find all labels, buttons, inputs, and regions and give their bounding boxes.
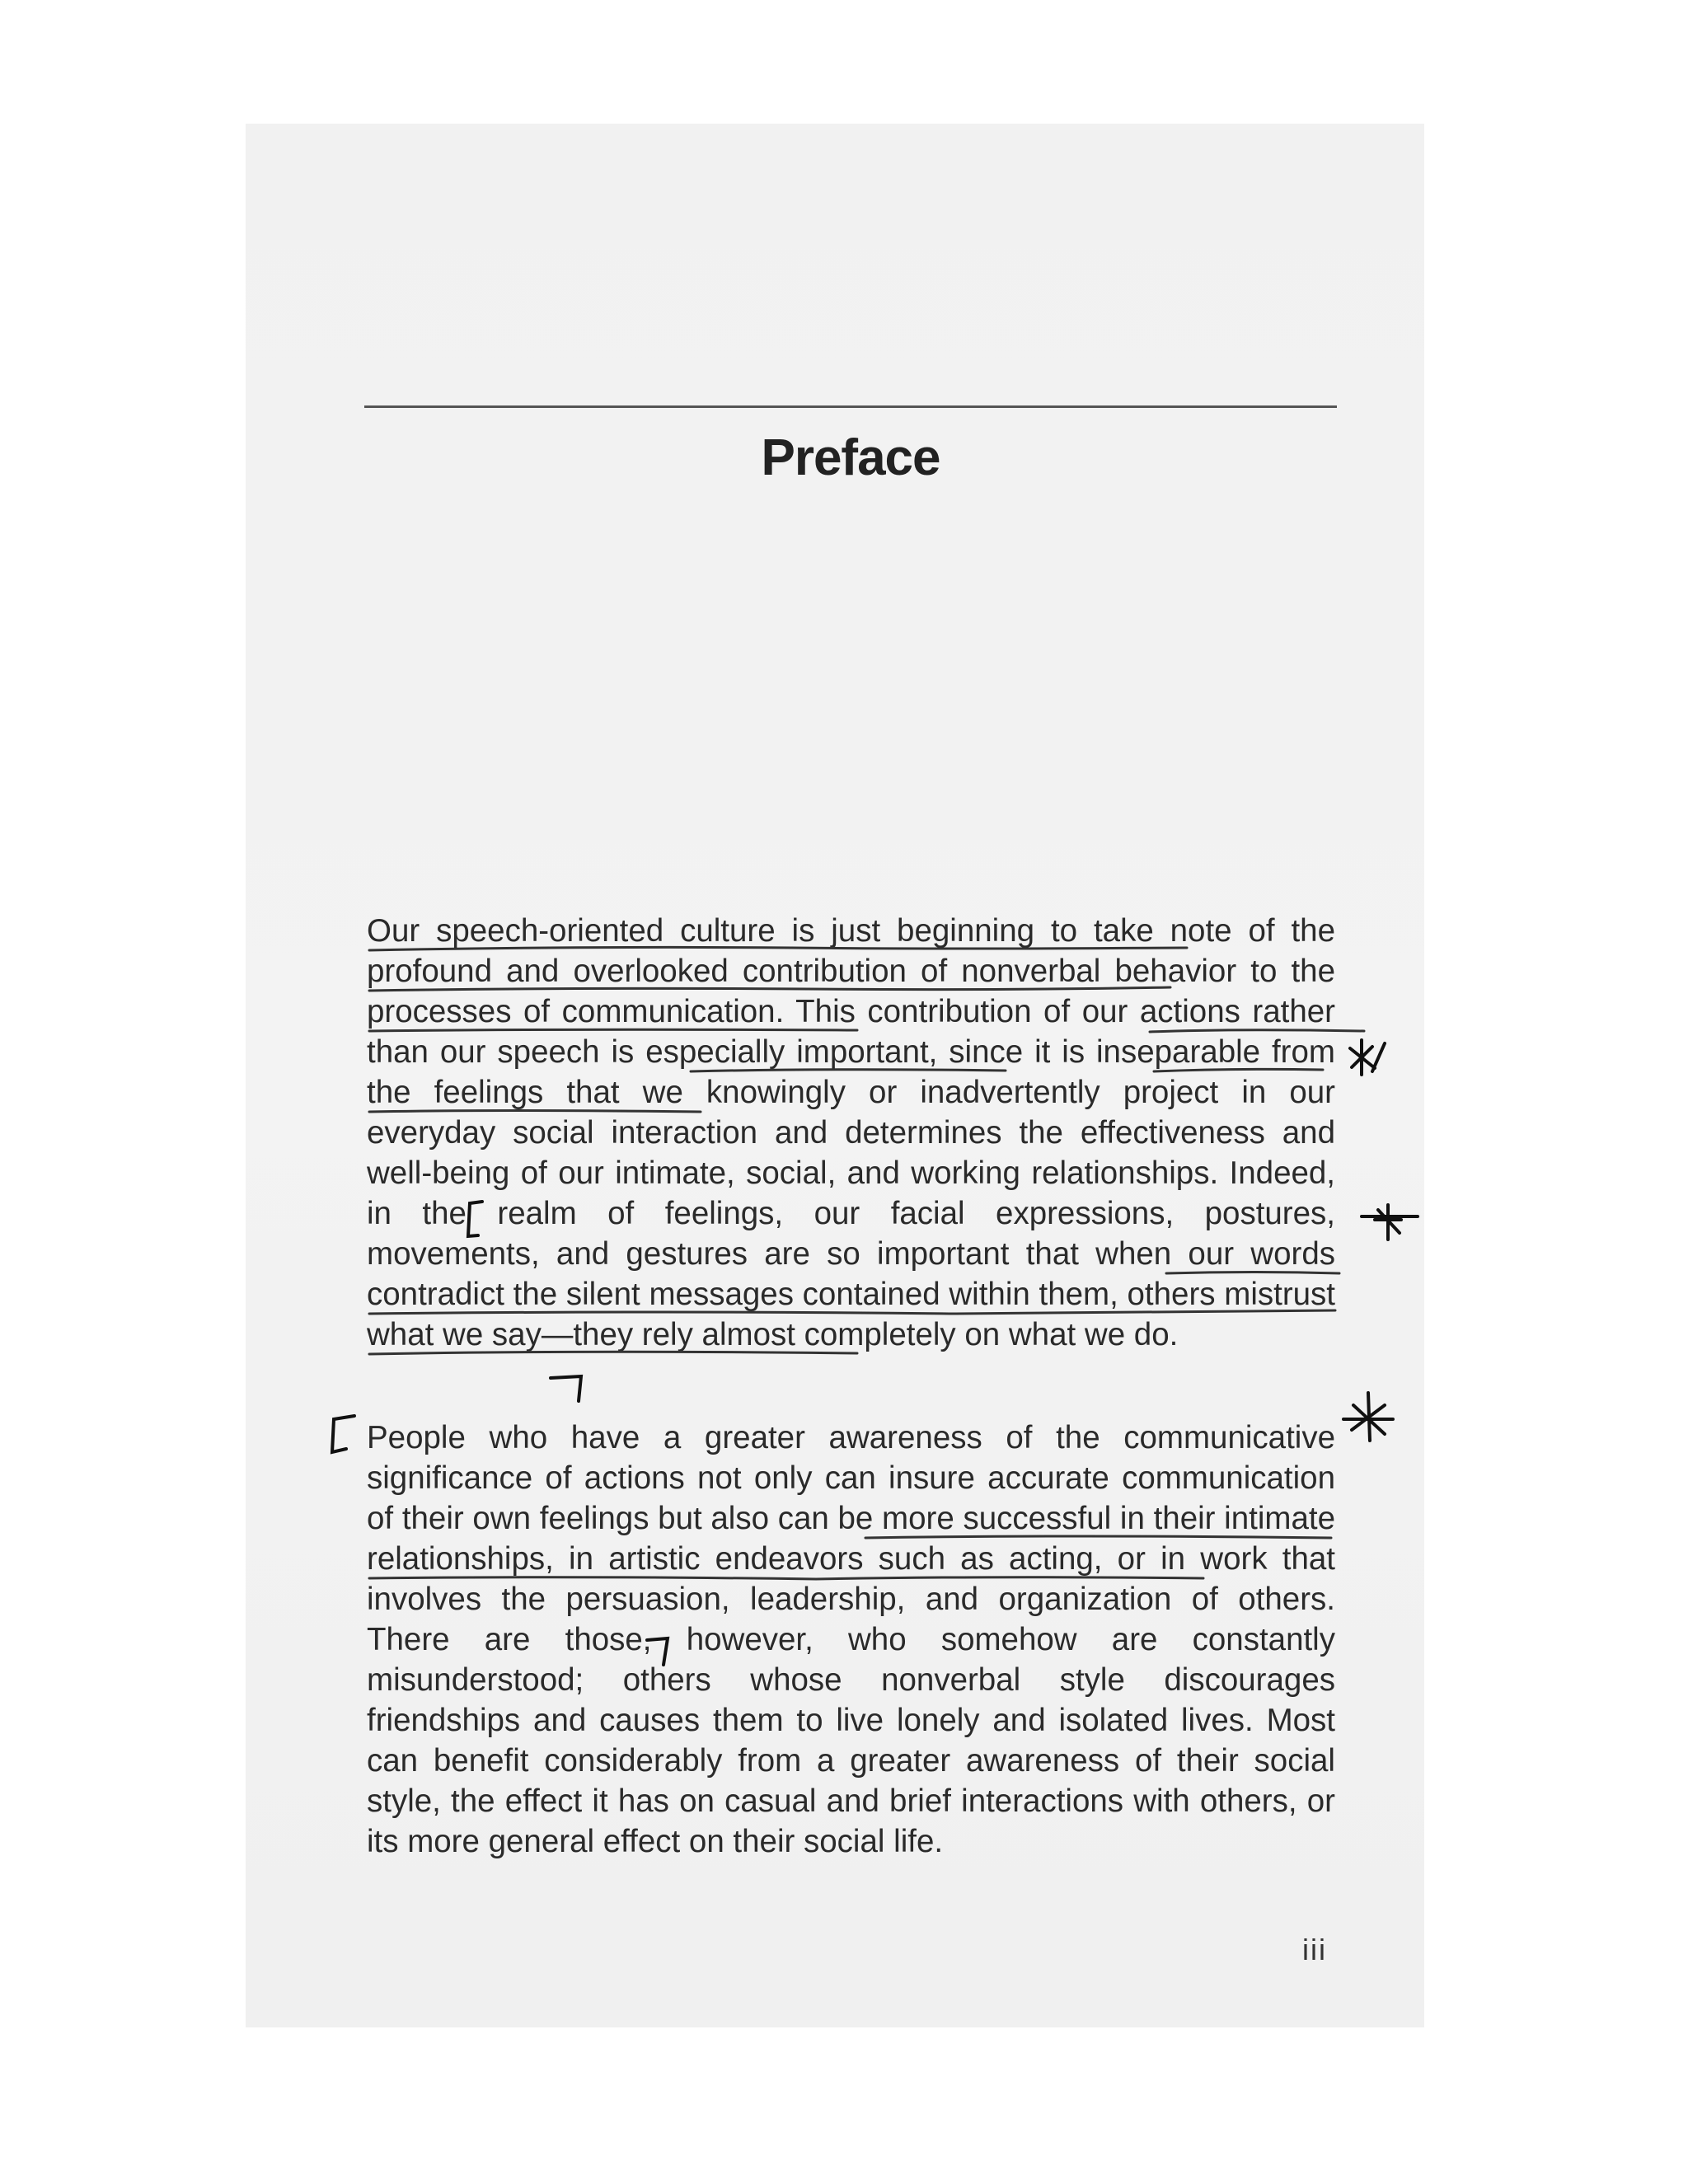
bracket-mark bbox=[647, 1638, 668, 1665]
underline-mark bbox=[369, 1111, 701, 1113]
bracket-mark bbox=[551, 1376, 581, 1401]
underline-mark bbox=[1150, 1030, 1364, 1032]
underline-mark bbox=[369, 1310, 1335, 1314]
page-number: iii bbox=[1302, 1933, 1327, 1966]
paragraph-1: Our speech-oriented culture is just beginning to take note of the profound and overlooked contribution of nonverbal behavior to the processes of communication. This contribution of our actions rather than our speech is especially important, since it is inseparable from the feelings that we knowingly or inadvertently project in our everyday social interaction and determines the effectiveness and well-being of our intimate, social, and working relationships. Indeed, in the realm of feelings, our facial expressions, postures, movements, and gestures are so important that when our words contradict the silent messages contained within them, others mistrust what we say—they rely almost completely on what we do. bbox=[367, 913, 1335, 1352]
asterisk-mark bbox=[1362, 1205, 1418, 1240]
underline-mark bbox=[369, 1029, 857, 1031]
underline-mark bbox=[865, 1536, 1331, 1538]
underline-mark bbox=[369, 987, 1170, 991]
underline-mark bbox=[369, 1577, 1203, 1579]
underline-mark bbox=[1166, 1272, 1339, 1274]
bracket-mark bbox=[332, 1416, 354, 1452]
underline-mark bbox=[1154, 1069, 1323, 1071]
asterisk-mark bbox=[1350, 1040, 1385, 1075]
underline-mark bbox=[369, 947, 1187, 950]
underline-mark bbox=[691, 1070, 1006, 1071]
bracket-mark bbox=[468, 1202, 482, 1236]
underline-mark bbox=[369, 1352, 857, 1354]
paragraph-2: People who have a greater awareness of the communicative significance of actions not only can insure accurate communication of their own feelings but also can be more successful in their intimate relationships, in artistic endeavors such as acting, or in work that involves the persuasion, leadership, and organization of others. There are those, however, who somehow are constantly misunderstood; others whose nonverbal style discourages friendships and causes them to live lonely and isolated lives. Most can benefit considerably from a greater awareness of their social style, the effect it has on casual and brief interactions with others, or its more general effect on their social life. bbox=[367, 1420, 1335, 1859]
asterisk-mark bbox=[1343, 1393, 1393, 1441]
page-title: Preface bbox=[761, 429, 940, 486]
